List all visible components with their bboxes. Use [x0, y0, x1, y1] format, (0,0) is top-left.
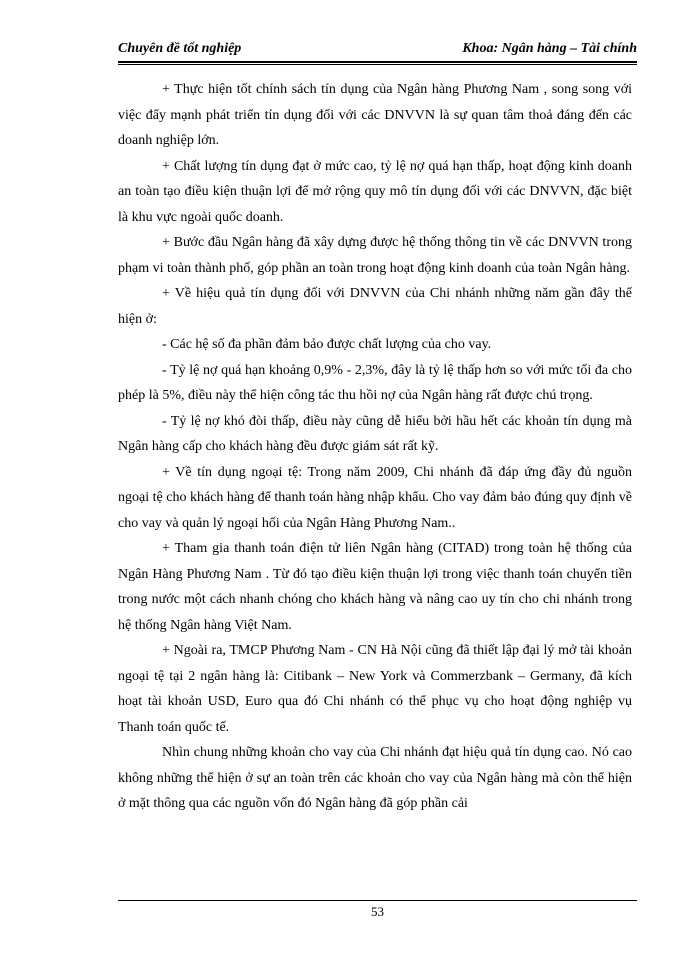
page-number: 53 — [371, 904, 384, 919]
body-text — [118, 77, 632, 817]
paragraph: Nhìn chung những khoản cho vay của Chi nhánh đạt hiệu quả tín dụng cao. Nó cao không những thể hiện ở sự an toàn trên các khoản cho vay của Ngân hàng mà còn thể hiện ở mặt thông qua các nguồn vốn đó Ngân hàng đã góp phần cải — [118, 745, 632, 811]
paragraph: + Chất lượng tín dụng đạt ở mức cao, tỷ lệ nợ quá hạn thấp, hoạt động kinh doanh an toàn tạo điều kiện thuận lợi để mở rộng quy mô tín dụng đối với các DNVVN, đặc biệt là khu vực ngoài quốc doanh. — [118, 158, 632, 225]
header-document-type: Chuyên đề tốt nghiệp — [118, 41, 242, 56]
paragraph: + Về hiệu quả tín dụng đối với DNVVN của Chi nhánh những năm gần đây thể hiện ở: — [118, 286, 632, 327]
paragraph: + Tham gia thanh toán điện tử liên Ngân hàng (CITAD) trong toàn hệ thống của Ngân Hàng Phương Nam . Từ đó tạo điều kiện thuận lợi trong việc thanh toán chuyển tiền trong nước một cách nhanh chóng cho khách hàng và nâng cao uy tín cho chi nhánh trong hệ thống Ngân hàng Việt Nam. — [118, 541, 632, 633]
header-faculty: Khoa: Ngân hàng – Tài chính — [462, 41, 637, 56]
paragraph: + Về tín dụng ngoại tệ: Trong năm 2009, Chi nhánh đã đáp ứng đầy đủ nguồn ngoại tệ cho khách hàng để thanh toán hàng nhập khẩu. Cho vay đảm bảo đúng quy định về cho vay và quản lý ngoại hối của Ngân Hàng Phương Nam.. — [118, 464, 632, 531]
footer-divider — [118, 900, 637, 901]
paragraph: + Ngoài ra, TMCP Phương Nam - CN Hà Nội cũng đã thiết lập đại lý mở tài khoản ngoại tệ tại 2 ngân hàng là: Citibank – New York và Commerzbank – Germany, đã kích hoạt tài khoản USD, Euro qua đó Chi nhánh có thể phục vụ cho hoạt động nghiệp vụ Thanh toán quốc tế. — [118, 643, 632, 735]
paragraph: - Tỷ lệ nợ quá hạn khoảng 0,9% - 2,3%, đây là tỷ lệ thấp hơn so với mức tối đa cho phép là 5%, điều này thể hiện công tác thu hồi nợ của Ngân hàng rất được chú trọng. — [118, 362, 632, 403]
paragraph: - Các hệ số đa phần đảm bảo được chất lượng của cho vay. — [162, 337, 492, 352]
paragraph: - Tỷ lệ nợ khó đòi thấp, điều này cũng dễ hiểu bởi hầu hết các khoản tín dụng mà Ngân hàng cấp cho khách hàng đều được giám sát rất kỹ. — [118, 413, 632, 454]
paragraph: + Thực hiện tốt chính sách tín dụng của Ngân hàng Phương Nam , song song với việc đẩy mạnh phát triển tín dụng đối với các DNVVN là sự quan tâm thoả đáng đến các doanh nghiệp lớn. — [118, 82, 632, 148]
header-divider-thick — [118, 61, 637, 63]
paragraph: + Bước đầu Ngân hàng đã xây dựng được hệ thống thông tin về các DNVVN trong phạm vi toàn thành phố, góp phần an toàn trong hoạt động kinh doanh của toàn Ngân hàng. — [118, 235, 632, 276]
header-divider-thin — [118, 64, 637, 65]
page-header — [118, 38, 637, 60]
